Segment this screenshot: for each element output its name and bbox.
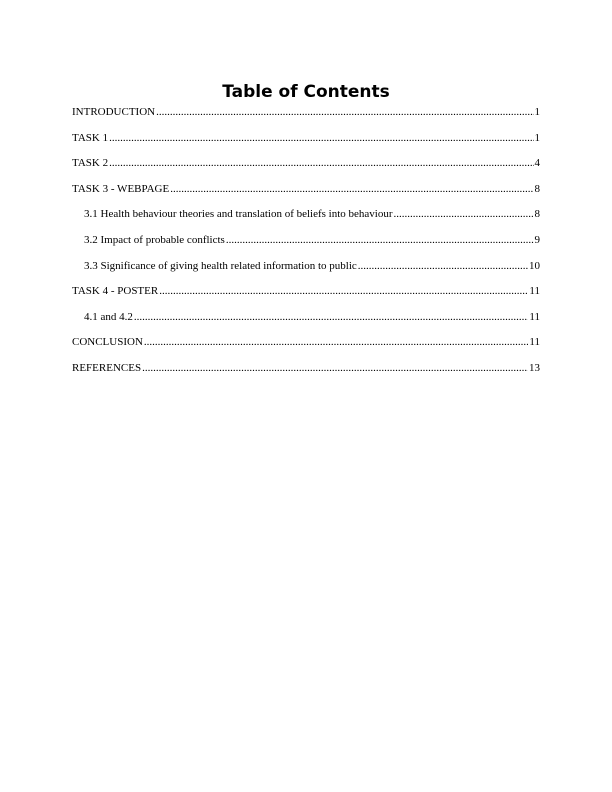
- dot-leader: [226, 232, 534, 248]
- dot-leader: [159, 283, 528, 299]
- dot-leader: [109, 155, 533, 171]
- toc-entry-label: TASK 2: [72, 157, 109, 170]
- toc-entry-label: TASK 4 - POSTER: [72, 285, 159, 298]
- toc-entry-4-1-and-4-2[interactable]: [72, 309, 540, 335]
- toc-entry-references[interactable]: [72, 360, 540, 386]
- toc-entry-3-3[interactable]: [72, 258, 540, 284]
- toc-entry-label: 3.3 Significance of giving health related information to public: [84, 259, 357, 272]
- dot-leader: [109, 130, 533, 146]
- toc-entry-label: 4.1 and 4.2: [84, 310, 133, 323]
- toc-list: [72, 104, 540, 386]
- dot-leader: [358, 258, 528, 274]
- dot-leader: [142, 360, 528, 376]
- toc-entry-task-1[interactable]: [72, 130, 540, 156]
- toc-entry-introduction[interactable]: [72, 104, 540, 130]
- toc-entry-page: 8: [534, 208, 540, 221]
- toc-entry-label: TASK 3 - WEBPAGE: [72, 182, 170, 195]
- toc-entry-task-3[interactable]: [72, 181, 540, 207]
- toc-entry-label: REFERENCES: [72, 361, 142, 374]
- toc-entry-page: 4: [534, 157, 540, 170]
- toc-entry-label: CONCLUSION: [72, 336, 143, 349]
- toc-entry-label: TASK 1: [72, 131, 109, 144]
- toc-entry-page: 9: [534, 233, 540, 246]
- toc-entry-page: 8: [534, 182, 540, 195]
- toc-entry-page: 11: [529, 310, 540, 323]
- dot-leader: [156, 104, 533, 120]
- toc-title: Table of Contents: [222, 82, 390, 102]
- toc-entry-3-1[interactable]: [72, 206, 540, 232]
- toc-entry-page: 1: [534, 131, 540, 144]
- toc-entry-page: 1: [534, 106, 540, 118]
- toc-entry-label: 3.1 Health behaviour theories and translation of beliefs into behaviour: [84, 208, 393, 221]
- dot-leader: [394, 206, 534, 222]
- dot-leader: [144, 334, 529, 350]
- toc-entry-label: INTRODUCTION: [72, 106, 156, 118]
- toc-entry-label: 3.2 Impact of probable conflicts: [84, 233, 225, 246]
- toc-entry-page: 11: [529, 336, 540, 349]
- toc-entry-task-2[interactable]: [72, 155, 540, 181]
- toc-entry-task-4[interactable]: [72, 283, 540, 309]
- toc-entry-3-2[interactable]: [72, 232, 540, 258]
- toc-entry-page: 13: [529, 361, 540, 374]
- dot-leader: [170, 181, 533, 197]
- toc-entry-conclusion[interactable]: [72, 334, 540, 360]
- dot-leader: [134, 309, 529, 325]
- toc-entry-page: 10: [529, 259, 540, 272]
- toc-entry-page: 11: [529, 285, 540, 298]
